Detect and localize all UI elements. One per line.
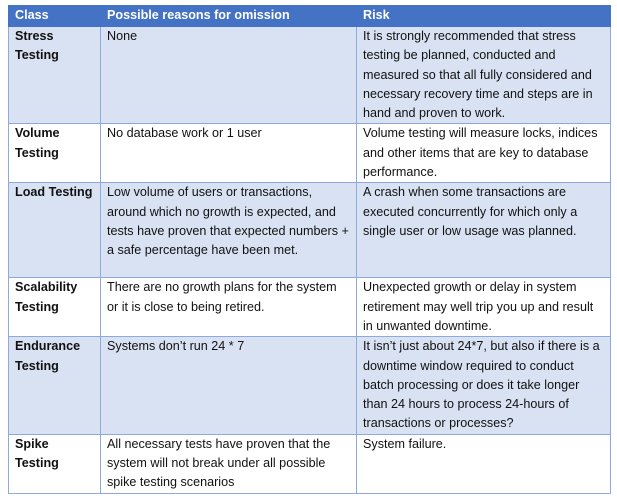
risk-cell: Unexpected growth or delay in system retirement may well trip you up and result in unwanted downtime.: [357, 278, 611, 337]
reasons-cell: Low volume of users or transactions, around which no growth is expected, and tests have proven that expected numbers + a safe percentage have been met.: [101, 183, 357, 278]
class-cell: Stress Testing: [9, 27, 101, 124]
reasons-cell: There are no growth plans for the system or it is close to being retired.: [101, 278, 357, 337]
risk-cell: A crash when some transactions are executed concurrently for which only a single user or low usage was planned.: [357, 183, 611, 278]
reasons-cell: None: [101, 27, 357, 124]
header-row: [9, 6, 611, 27]
header-risk: Risk: [357, 6, 611, 27]
table-row: [9, 27, 611, 124]
class-cell: Scalability Testing: [9, 278, 101, 337]
risk-cell: Volume testing will measure locks, indices and other items that are key to database performance.: [357, 124, 611, 183]
class-cell: Spike Testing: [9, 434, 101, 493]
table-row: [9, 124, 611, 183]
reasons-cell: No database work or 1 user: [101, 124, 357, 183]
risk-cell: It is strongly recommended that stress testing be planned, conducted and measured so that all fully considered and necessary recovery time and steps are in hand and proven to work.: [357, 27, 611, 124]
class-cell: Load Testing: [9, 183, 101, 278]
table-row: [9, 278, 611, 337]
reasons-cell: All necessary tests have proven that the system will not break under all possible spike testing scenarios: [101, 434, 357, 493]
class-cell: Endurance Testing: [9, 337, 101, 434]
risk-cell: System failure.: [357, 434, 611, 493]
class-cell: Volume Testing: [9, 124, 101, 183]
table-row: [9, 183, 611, 278]
table-row: [9, 434, 611, 493]
header-reasons: Possible reasons for omission: [101, 6, 357, 27]
risk-cell: It isn’t just about 24*7, but also if there is a downtime window required to conduct batch processing or does it take longer than 24 hours to process 24-hours of transactions or processes?: [357, 337, 611, 434]
header-class: Class: [9, 6, 101, 27]
testing-omission-risk-table: [8, 5, 611, 494]
table-row: [9, 337, 611, 434]
reasons-cell: Systems don’t run 24 * 7: [101, 337, 357, 434]
